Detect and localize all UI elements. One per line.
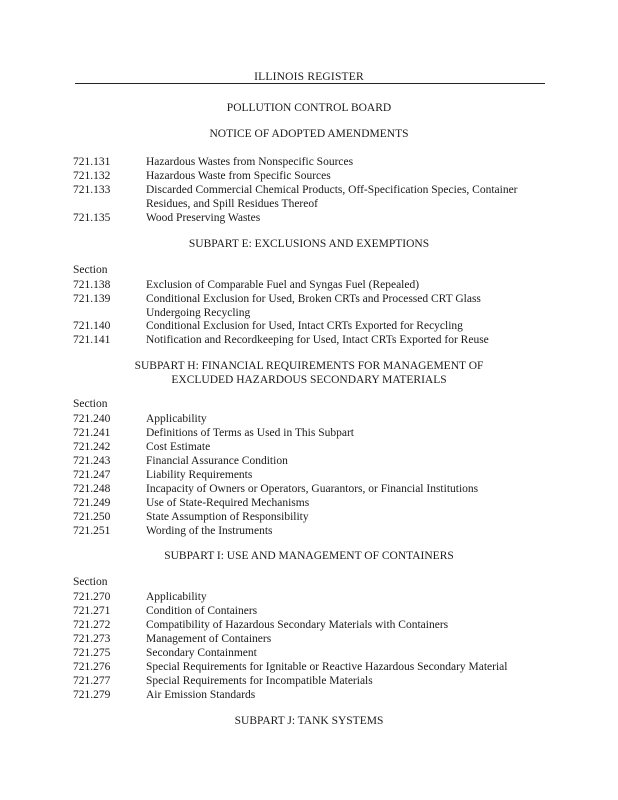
- section-title: Secondary Containment: [146, 647, 257, 659]
- subpart-h-heading: SUBPART H: FINANCIAL REQUIREMENTS FOR MANAGEMENT OF: [134, 360, 484, 372]
- subpart-i-heading: SUBPART I: USE AND MANAGEMENT OF CONTAINERS: [164, 550, 454, 562]
- section-label: Section: [73, 576, 108, 588]
- section-title: Hazardous Waste from Specific Sources: [146, 170, 331, 182]
- section-number: 721.276: [73, 661, 111, 673]
- section-number: 721.273: [73, 633, 111, 645]
- section-title: Compatibility of Hazardous Secondary Materials with Containers: [146, 619, 449, 631]
- register-header: ILLINOIS REGISTER: [254, 71, 364, 83]
- section-title: State Assumption of Responsibility: [146, 511, 309, 523]
- section-number: 721.141: [73, 334, 111, 346]
- section-title: Notification and Recordkeeping for Used, Intact CRTs Exported for Reuse: [146, 334, 489, 346]
- list-item: [73, 183, 553, 211]
- section-title: Financial Assurance Condition: [146, 455, 288, 467]
- section-title: Air Emission Standards: [146, 689, 256, 701]
- section-number: 721.250: [73, 511, 111, 523]
- section-number: 721.140: [73, 320, 111, 332]
- list-item: [73, 590, 553, 604]
- section-number: 721.240: [73, 413, 111, 425]
- section-number: 721.139: [73, 293, 111, 305]
- section-title: Wording of the Instruments: [146, 525, 273, 537]
- section-title: Special Requirements for Ignitable or Reactive Hazardous Secondary Material: [146, 661, 508, 673]
- list-item: [73, 440, 553, 454]
- section-title: Special Requirements for Incompatible Materials: [146, 675, 373, 687]
- section-number: 721.271: [73, 605, 111, 617]
- section-title: Discarded Commercial Chemical Products, Off-Specification Species, Container Residues, and Spill Residues Thereof: [146, 184, 518, 211]
- list-item: [73, 468, 553, 482]
- section-number: 721.133: [73, 184, 111, 196]
- section-number: 721.242: [73, 441, 111, 453]
- section-title: Conditional Exclusion for Used, Broken CRTs and Processed CRT Glass Undergoing Recycling: [146, 293, 481, 320]
- list-item: [73, 211, 553, 225]
- list-item: [73, 618, 553, 632]
- list-item: [73, 155, 553, 169]
- section-number: 721.132: [73, 170, 111, 182]
- agency-title: POLLUTION CONTROL BOARD: [226, 102, 392, 114]
- list-item: [73, 510, 553, 524]
- section-title: Conditional Exclusion for Used, Intact CRTs Exported for Recycling: [146, 320, 463, 332]
- section-title: Exclusion of Comparable Fuel and Syngas Fuel (Repealed): [146, 279, 420, 291]
- list-item: [73, 454, 553, 468]
- section-number: 721.249: [73, 497, 111, 509]
- subpart-e-heading: SUBPART E: EXCLUSIONS AND EXEMPTIONS: [188, 238, 430, 250]
- section-title: Management of Containers: [146, 633, 272, 645]
- notice-title: NOTICE OF ADOPTED AMENDMENTS: [209, 128, 409, 140]
- list-item: [73, 674, 553, 688]
- section-number: 721.135: [73, 212, 111, 224]
- list-item: [73, 169, 553, 183]
- section-title: Applicability: [146, 413, 207, 425]
- section-number: 721.248: [73, 483, 111, 495]
- section-number: 721.243: [73, 455, 111, 467]
- list-item: [73, 412, 553, 426]
- section-number: 721.277: [73, 675, 111, 687]
- list-item: [73, 333, 553, 347]
- section-title: Liability Requirements: [146, 469, 253, 481]
- list-item: [73, 646, 553, 660]
- section-number: 721.270: [73, 591, 111, 603]
- list-item: [73, 688, 553, 702]
- list-item: [73, 426, 553, 440]
- list-item: [73, 660, 553, 674]
- section-number: 721.251: [73, 525, 111, 537]
- section-number: 721.279: [73, 689, 111, 701]
- list-item: [73, 278, 553, 292]
- subpart-h-heading-line2: EXCLUDED HAZARDOUS SECONDARY MATERIALS: [171, 374, 447, 386]
- list-item: [73, 496, 553, 510]
- subpart-j-heading: SUBPART J: TANK SYSTEMS: [234, 715, 384, 727]
- section-title: Applicability: [146, 591, 207, 603]
- section-label: Section: [73, 264, 108, 276]
- section-number: 721.272: [73, 619, 111, 631]
- section-title: Definitions of Terms as Used in This Subpart: [146, 427, 354, 439]
- section-number: 721.138: [73, 279, 111, 291]
- list-item: [73, 524, 553, 538]
- section-title: Cost Estimate: [146, 441, 211, 453]
- section-number: 721.275: [73, 647, 111, 659]
- section-title: Incapacity of Owners or Operators, Guarantors, or Financial Institutions: [146, 483, 479, 495]
- list-item: [73, 482, 553, 496]
- section-number: 721.131: [73, 156, 111, 168]
- header-rule: [75, 83, 545, 84]
- section-number: 721.241: [73, 427, 111, 439]
- section-title: Use of State-Required Mechanisms: [146, 497, 310, 509]
- list-item: [73, 319, 553, 333]
- section-number: 721.247: [73, 469, 111, 481]
- list-item: [73, 292, 553, 320]
- section-title: Condition of Containers: [146, 605, 258, 617]
- section-label: Section: [73, 398, 108, 410]
- section-title: Hazardous Wastes from Nonspecific Sources: [146, 156, 354, 168]
- list-item: [73, 632, 553, 646]
- section-title: Wood Preserving Wastes: [146, 212, 261, 224]
- list-item: [73, 604, 553, 618]
